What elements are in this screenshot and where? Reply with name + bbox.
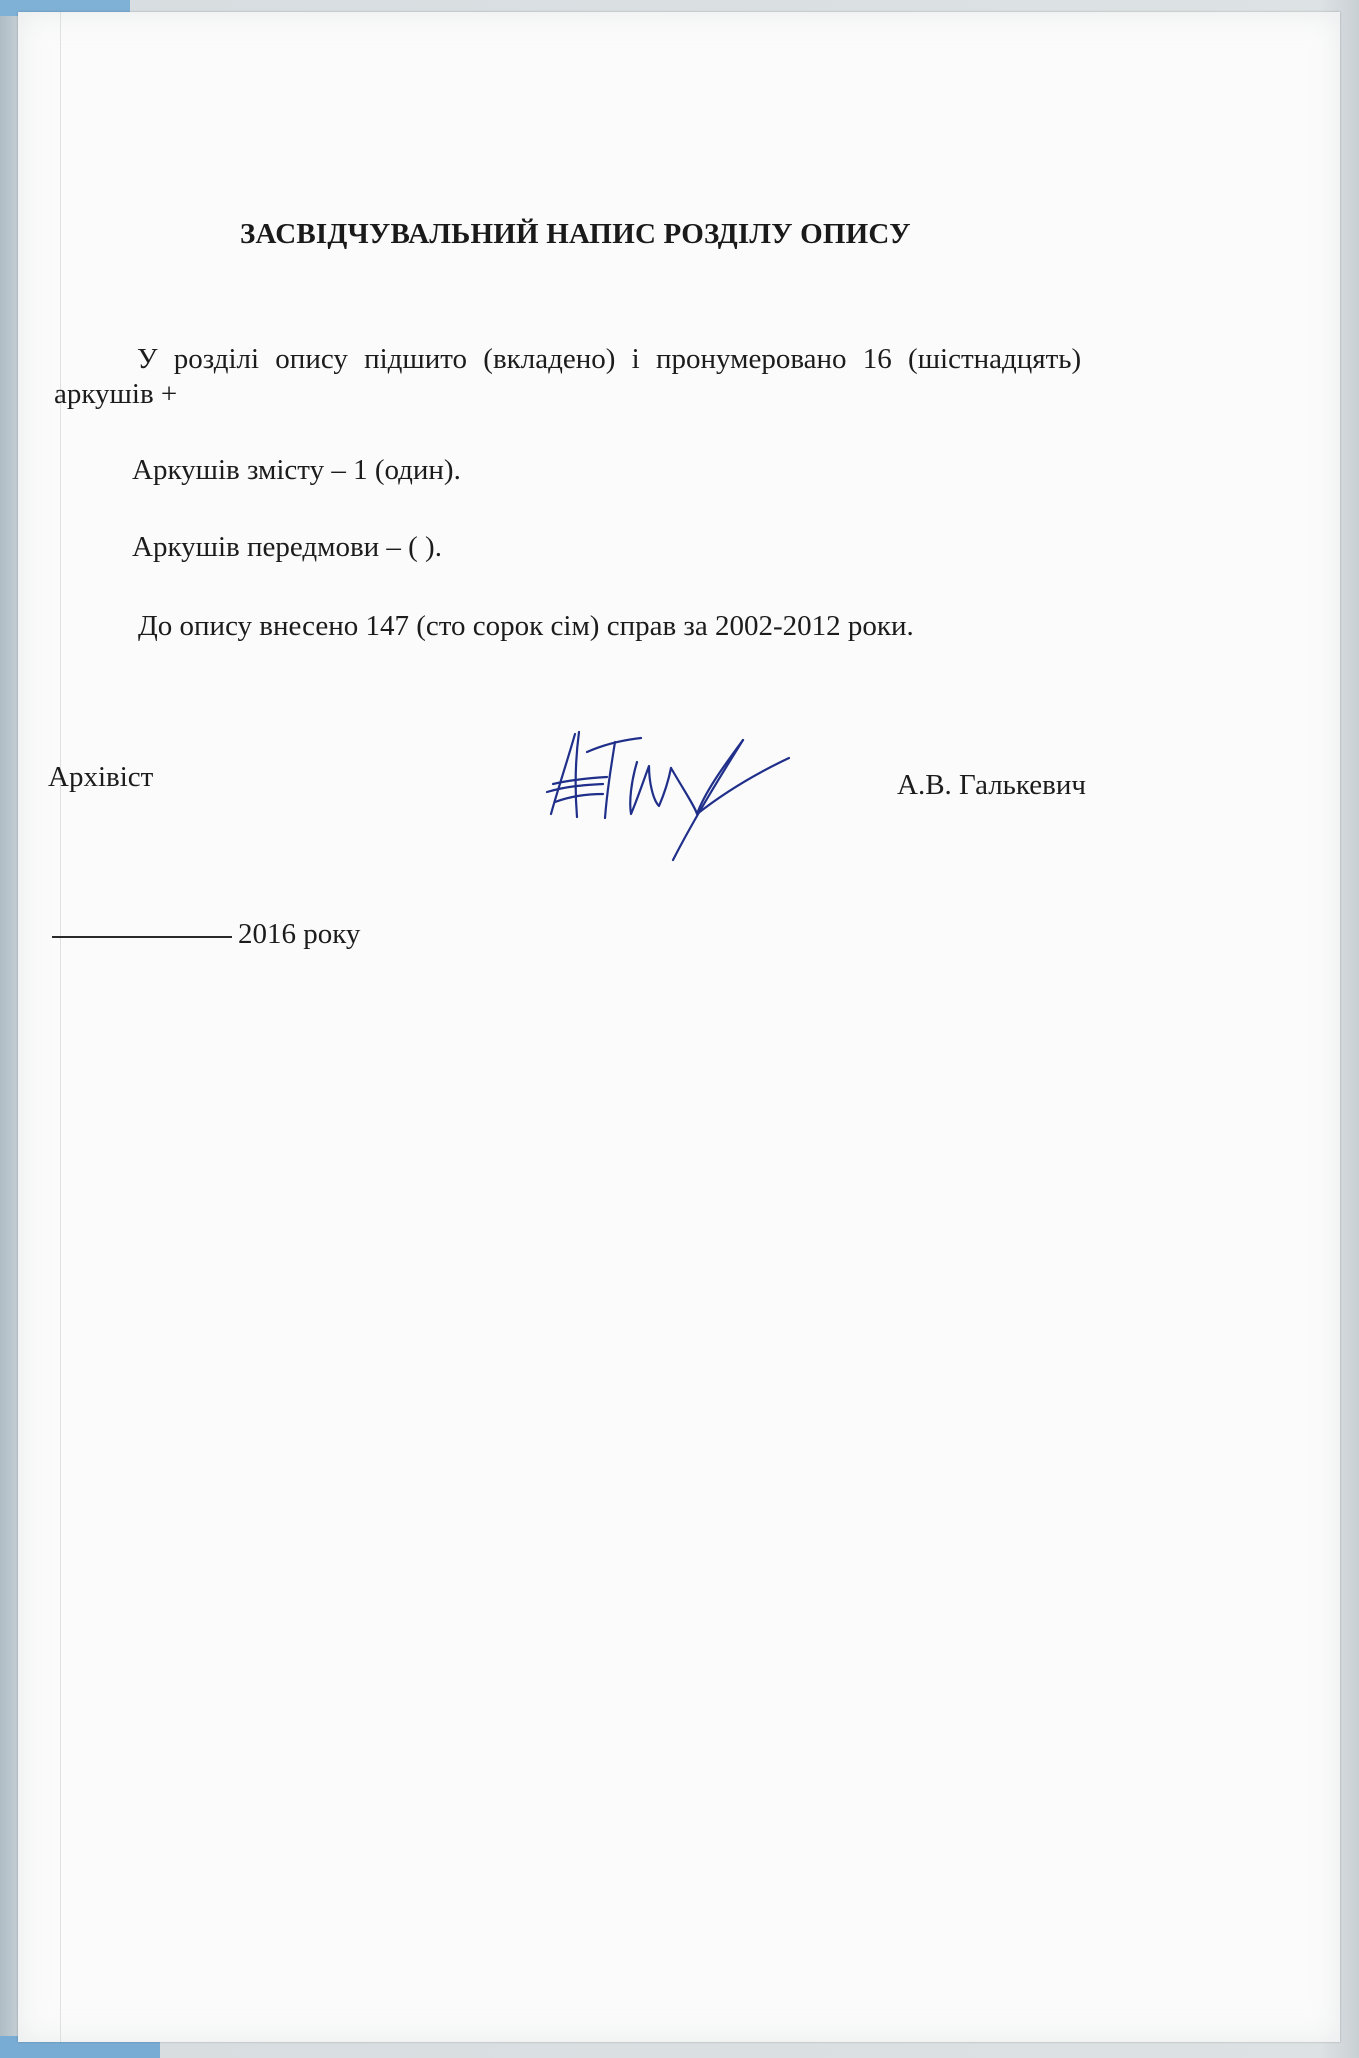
document-page [18,12,1340,2042]
date-year-text: 2016 року [238,918,361,950]
document-title: ЗАСВІДЧУВАЛЬНИЙ НАПИС РОЗДІЛУ ОПИСУ [240,218,911,250]
signer-name: А.В. Галькевич [897,769,1086,801]
signer-role: Архівіст [48,761,154,793]
paragraph-sheets-count-line-1: У розділі опису підшито (вкладено) і пронумеровано 16 (шістнадцять) [137,343,1082,375]
handwritten-signature [545,722,790,862]
date-blank-line [52,936,232,938]
paragraph-preface-sheets: Аркушів передмови – ( ). [132,531,442,563]
page-fold-line [60,12,61,2042]
paragraph-contents-sheets: Аркушів змісту – 1 (один). [132,454,461,486]
paragraph-sheets-count-line-2: аркушів + [54,378,178,410]
paragraph-cases-count: До опису внесено 147 (сто сорок сім) справ за 2002-2012 роки. [138,610,914,642]
